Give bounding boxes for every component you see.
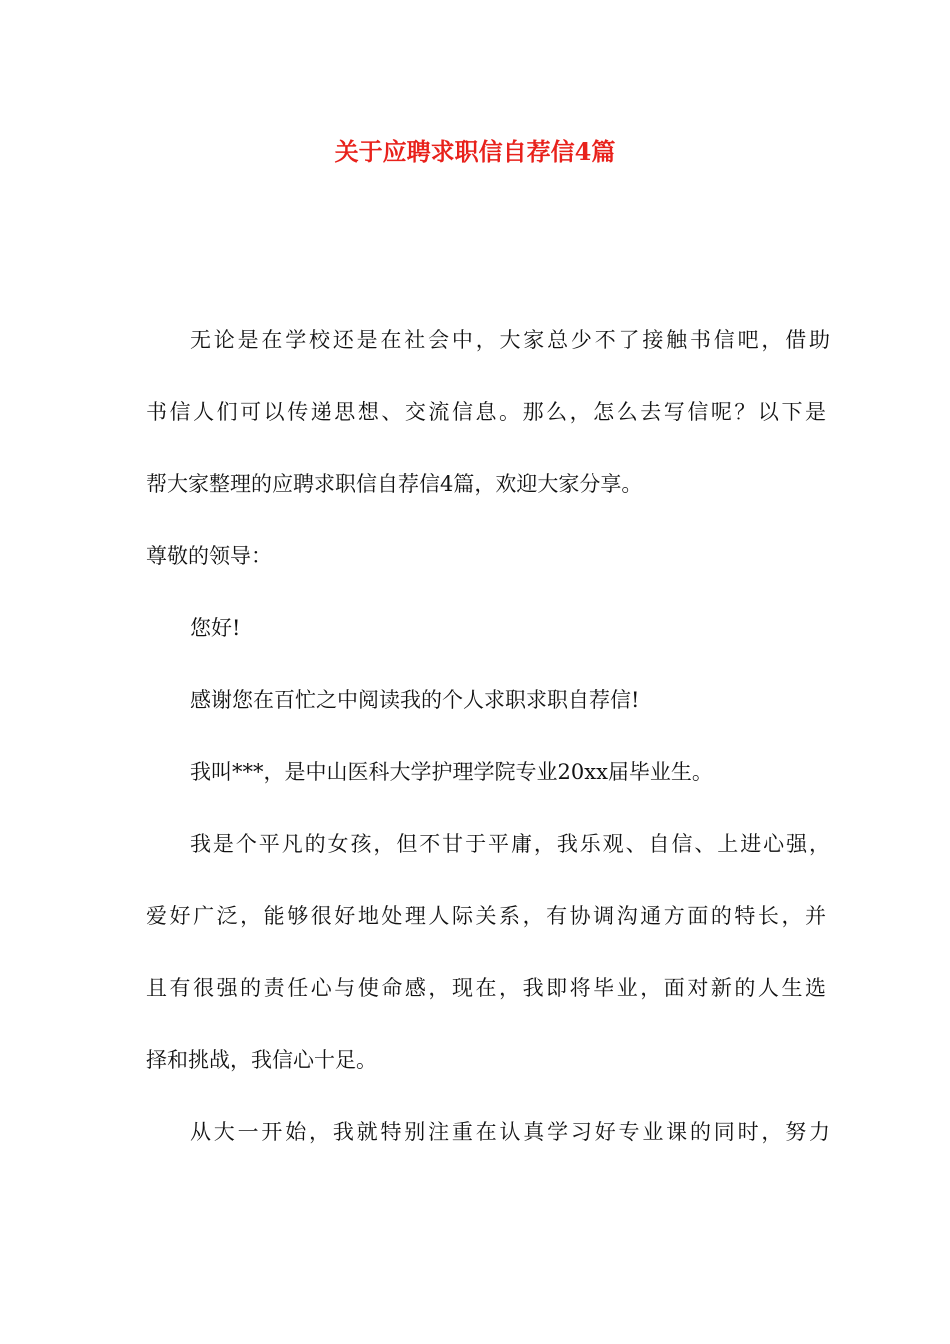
paragraph-line: 感谢您在百忙之中阅读我的个人求职求职自荐信! — [190, 688, 640, 712]
paragraph-line: 且有很强的责任心与使命感，现在，我即将毕业，面对新的人生选 — [146, 976, 826, 1000]
paragraph-line: 从大一开始，我就特别注重在认真学习好专业课的同时，努力 — [190, 1120, 830, 1144]
paragraph-line: 帮大家整理的应聘求职信自荐信4篇，欢迎大家分享。 — [146, 472, 643, 496]
paragraph-line: 书信人们可以传递思想、交流信息。那么，怎么去写信呢？以下是 — [146, 400, 826, 424]
paragraph-line: 择和挑战，我信心十足。 — [146, 1048, 377, 1072]
paragraph-line: 无论是在学校还是在社会中，大家总少不了接触书信吧，借助 — [190, 328, 830, 352]
paragraph-line: 爱好广泛，能够很好地处理人际关系，有协调沟通方面的特长，并 — [146, 904, 826, 928]
greeting: 您好! — [190, 616, 241, 640]
paragraph-line: 我是个平凡的女孩，但不甘于平庸，我乐观、自信、上进心强， — [190, 832, 830, 856]
salutation: 尊敬的领导： — [146, 544, 272, 568]
document-title: 关于应聘求职信自荐信4篇 — [334, 137, 616, 166]
paragraph-line: 我叫***，是中山医科大学护理学院专业20xx届毕业生。 — [190, 760, 713, 784]
